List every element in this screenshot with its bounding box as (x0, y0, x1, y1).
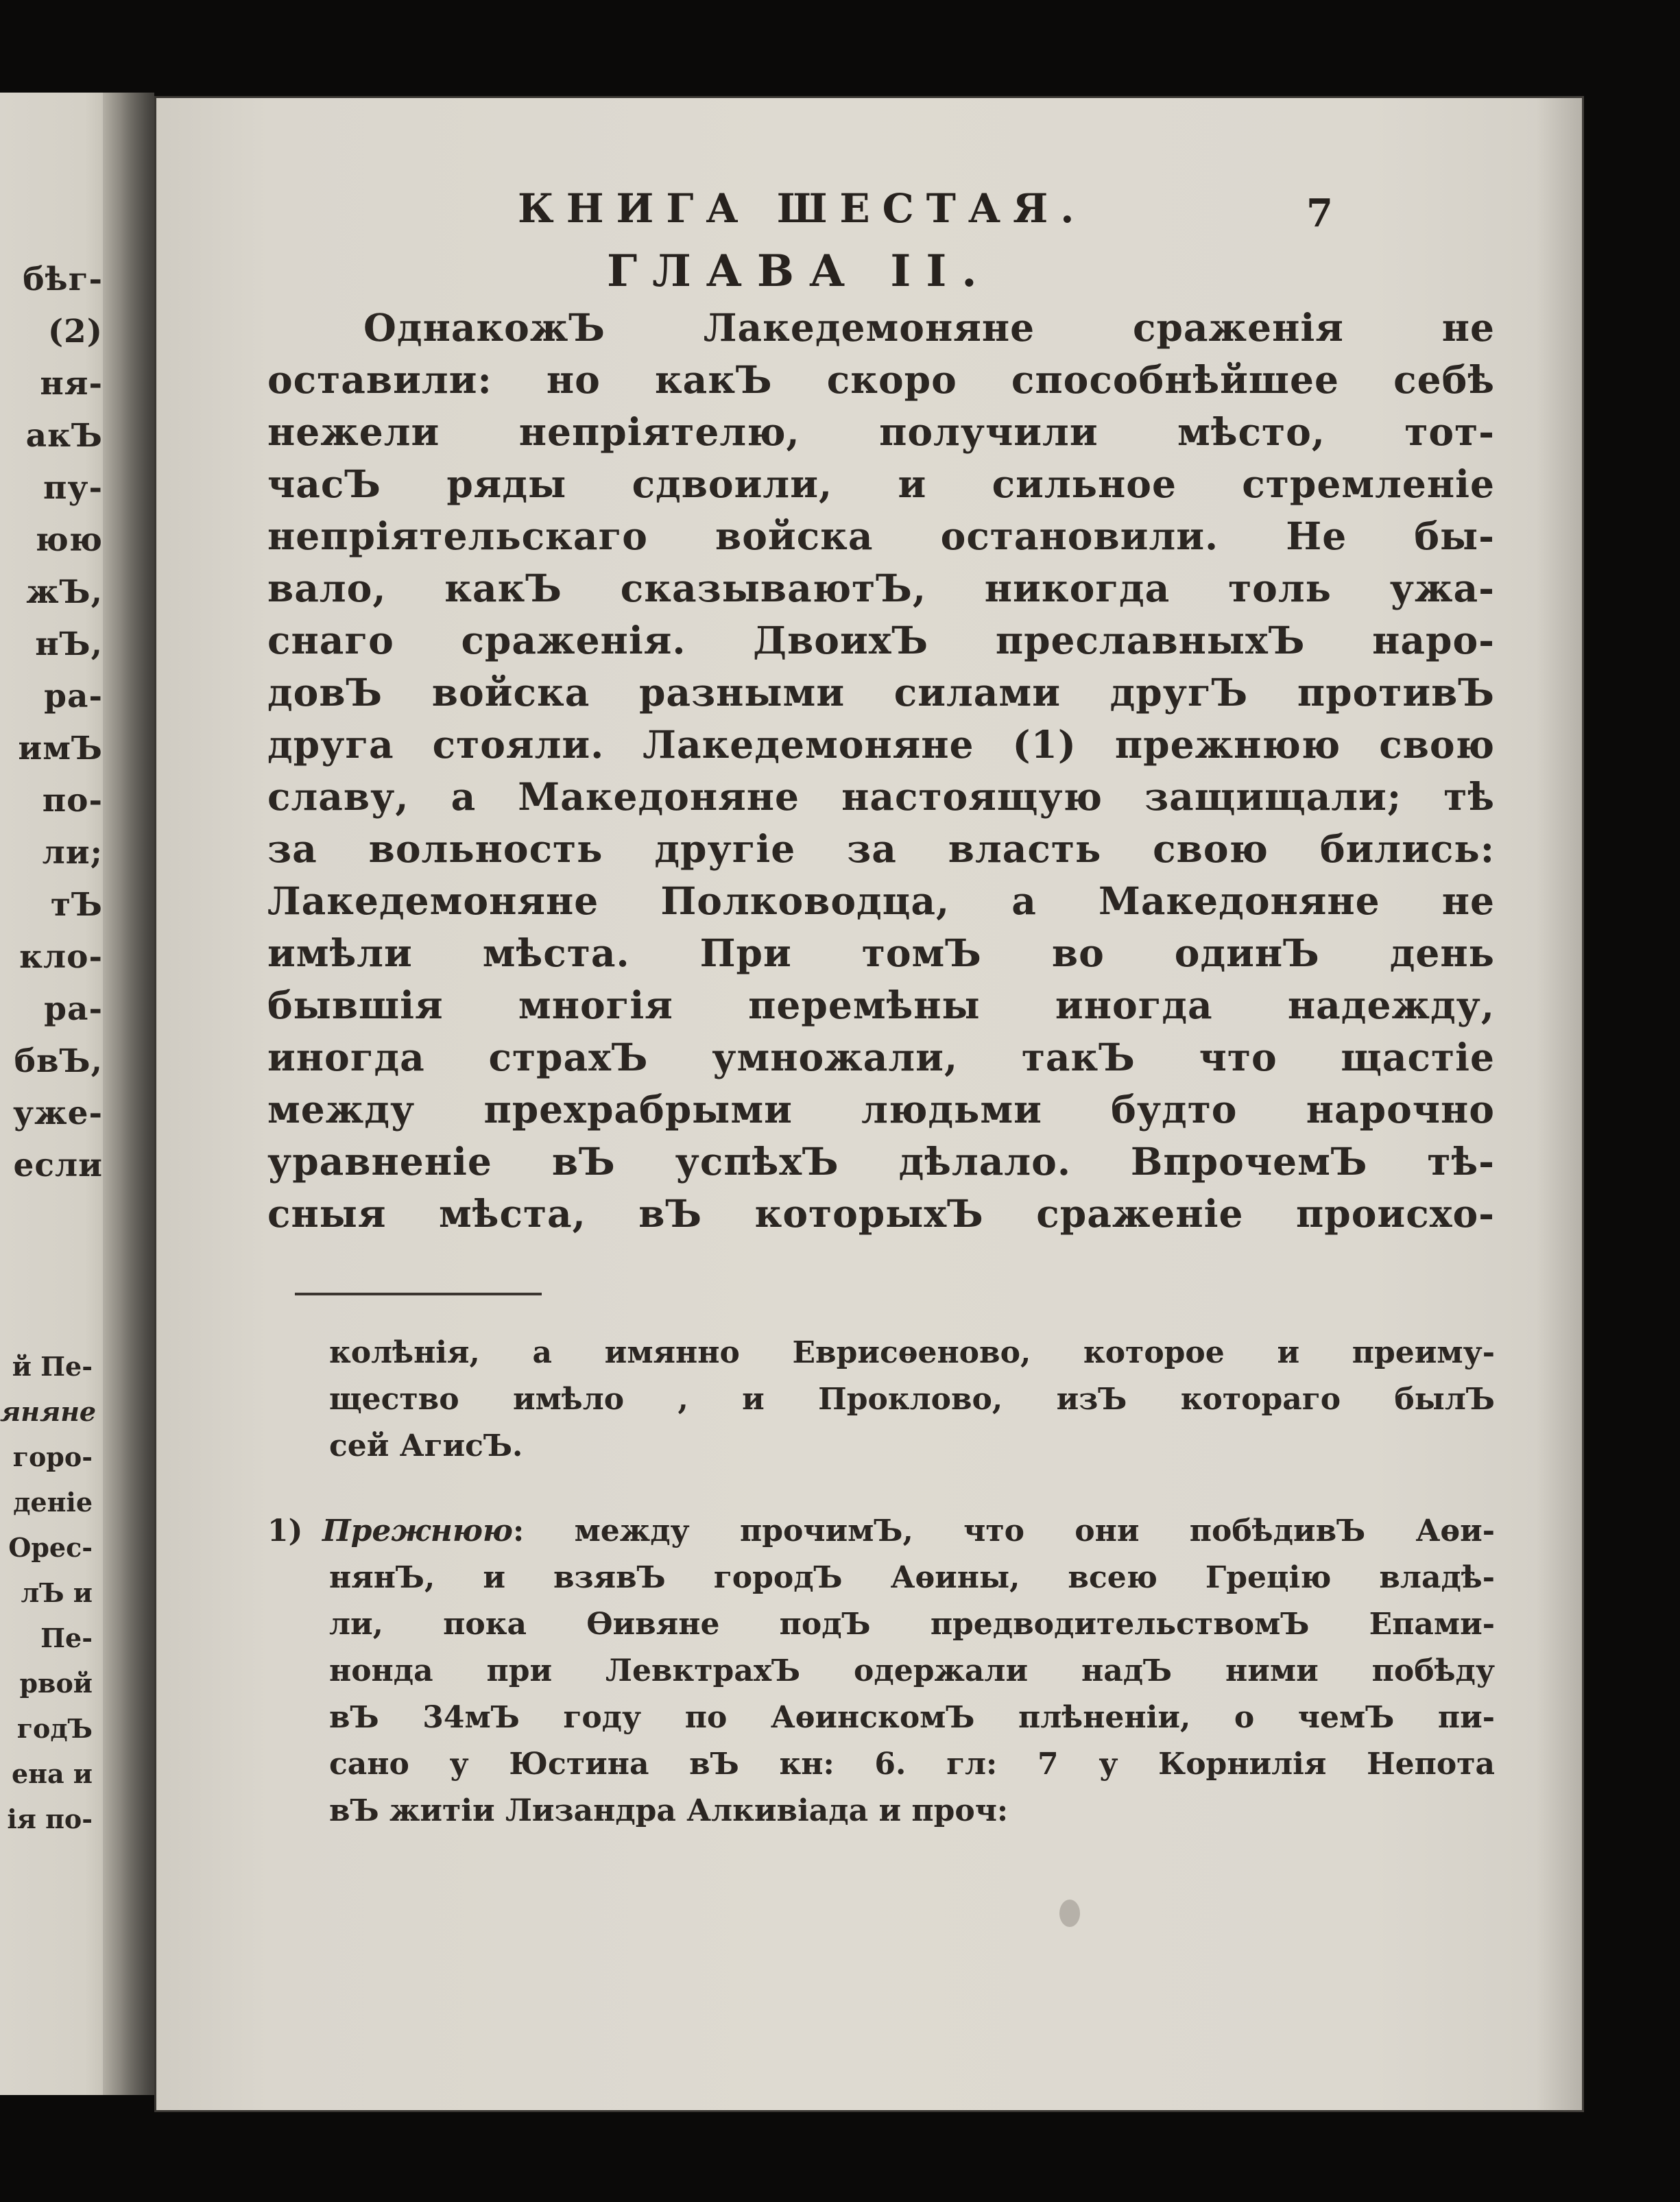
body-line: славу, а Македоняне настоящую защищали; тѣ (267, 774, 1495, 819)
previous-page-note-line: Орес- (8, 1532, 93, 1563)
body-line: за вольность другіе за власть свою бились: (267, 826, 1495, 871)
previous-page-note-line: й Пе- (12, 1351, 93, 1382)
footnote-line: колѣнія, а имянно Еврисѳеново, которое и преиму- (329, 1335, 1495, 1370)
previous-page-note-line: Пе- (40, 1623, 93, 1653)
paper-smudge (1059, 1900, 1080, 1927)
footnote-line: сано у Юстина вЪ кн: 6. гл: 7 у Корнилія Непота (329, 1747, 1495, 1782)
previous-page-line: ра- (44, 990, 103, 1028)
previous-page-line: ра- (44, 678, 103, 715)
body-line: уравненіе вЪ успѣхЪ дѣлало. ВпрочемЪ тѣ- (267, 1139, 1495, 1184)
footnote-line (267, 1509, 1495, 1554)
previous-page-note-line: ія по- (7, 1804, 93, 1834)
previous-page-line: бѣг- (23, 261, 103, 298)
previous-page-line: акЪ (25, 417, 103, 455)
previous-page-note-line: рвой (19, 1668, 93, 1699)
body-line: друга стояли. Лакедемоняне (1) прежнюю свою (267, 722, 1495, 767)
previous-page-line: пу- (43, 469, 103, 507)
page-number: 7 (1306, 191, 1333, 236)
footnote-line: вЪ житіи Лизандра Алкивіада и проч: (329, 1793, 1009, 1828)
previous-page-line: юю (35, 521, 103, 559)
previous-page-line: жЪ, (26, 573, 103, 611)
previous-page-line: имЪ (18, 730, 103, 767)
previous-page-note-line: годЪ (16, 1713, 93, 1744)
previous-page-line: если (13, 1147, 103, 1184)
body-line: бывшія многія перемѣны иногда надежду, (267, 983, 1495, 1027)
previous-page-note-line: яняне (0, 1396, 97, 1427)
footnote-rule (295, 1293, 542, 1295)
body-line: оставили: но какЪ скоро способнѣйшее себѣ (267, 357, 1495, 402)
footnote-line-rest: : между прочимЪ, что они побѣдивЪ Аѳи- (513, 1513, 1495, 1548)
previous-page-line: нЪ, (35, 625, 103, 663)
footnote-marker: 1) (267, 1513, 303, 1548)
body-line: вало, какЪ сказываютЪ, никогда толь ужа- (267, 566, 1495, 610)
footnote-lemma: Прежнюю (322, 1513, 513, 1548)
running-header: КНИГА ШЕСТАЯ. (518, 185, 1087, 232)
book-gutter (103, 93, 154, 2095)
previous-page-note-line: горо- (12, 1441, 93, 1472)
footnote-line: вЪ 34мЪ году по АѳинскомЪ плѣненіи, о чемЪ пи- (329, 1700, 1495, 1735)
previous-page-line: кло- (19, 938, 103, 976)
previous-page-line: тЪ (50, 886, 103, 924)
previous-page-note-line: ена и (11, 1758, 93, 1789)
previous-page-note-line: лЪ и (21, 1577, 93, 1608)
body-line: Лакедемоняне Полководца, а Македоняне не (267, 878, 1495, 923)
previous-page-line: ли; (42, 834, 103, 872)
body-line: довЪ войска разными силами другЪ противЪ (267, 670, 1495, 715)
body-line: иногда страхЪ умножали, такЪ что щастіе (267, 1035, 1495, 1079)
footnote-line: нянЪ, и взявЪ городЪ Аѳины, всею Грецію владѣ- (329, 1560, 1495, 1595)
previous-page-fragment (0, 93, 154, 2095)
body-line: между прехрабрыми людьми будто нарочно (267, 1087, 1495, 1132)
previous-page-line: по- (42, 782, 103, 819)
footnote-line: щество имѣло , и Проклово, изЪ котораго былЪ (329, 1382, 1495, 1417)
body-line: сныя мѣста, вЪ которыхЪ сраженіе происхо- (267, 1191, 1495, 1236)
previous-page-note-line: деніе (13, 1487, 93, 1518)
body-line: часЪ ряды сдвоили, и сильное стремленіе (267, 462, 1495, 506)
book-page (154, 96, 1584, 2112)
previous-page-line: (2) (47, 313, 103, 350)
body-line: непріятельскаго войска остановили. Не бы- (267, 514, 1495, 558)
body-line: имѣли мѣста. При томЪ во одинЪ день (267, 931, 1495, 975)
previous-page-line: бвЪ, (14, 1042, 103, 1080)
body-line: ОднакожЪ Лакедемоняне сраженія не (363, 305, 1495, 350)
footnote-line: ли, пока Ѳивяне подЪ предводительствомЪ Епами- (329, 1607, 1495, 1642)
previous-page-line: уже- (13, 1094, 103, 1132)
body-line: нежели непріятелю, получили мѣсто, тот- (267, 409, 1495, 454)
chapter-title: ГЛАВА II. (607, 246, 992, 297)
footnote-line: нонда при ЛевктрахЪ одержали надЪ ними побѣду (329, 1653, 1495, 1688)
previous-page-line: ня- (40, 365, 103, 403)
footnote-line: сей АгисЪ. (329, 1428, 523, 1463)
body-line: снаго сраженія. ДвоихЪ преславныхЪ наро- (267, 618, 1495, 662)
